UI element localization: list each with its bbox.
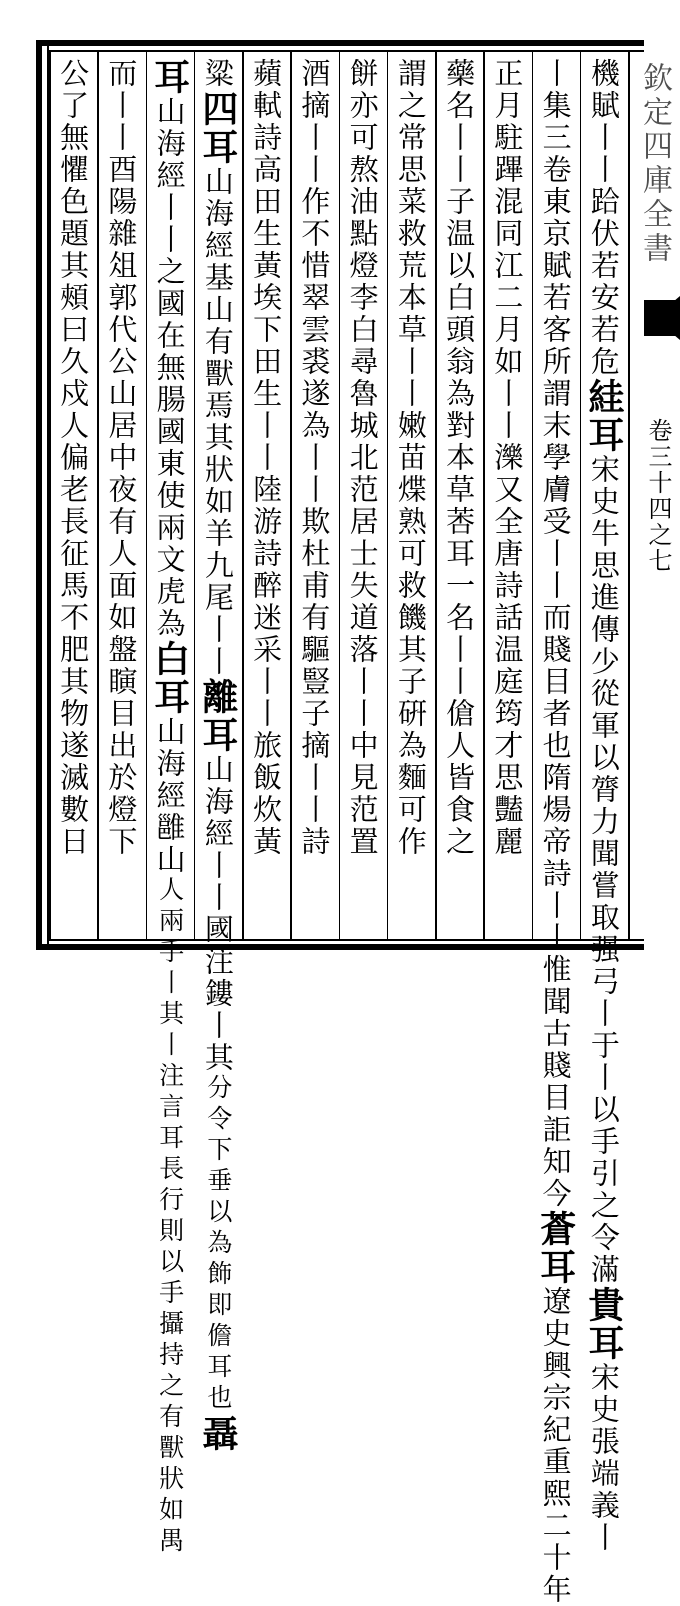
column-rule [49, 52, 51, 939]
column-rule [339, 52, 341, 939]
entry-heading: 聶 [196, 1415, 239, 1453]
frame-border-left [36, 40, 42, 950]
text-column [99, 58, 143, 858]
entry-heading: 離耳 [196, 678, 239, 754]
text-column [51, 58, 95, 858]
column-rule [387, 52, 389, 939]
column-rule [628, 52, 630, 939]
body-text: 粱 [200, 58, 235, 90]
column-rule [483, 52, 485, 939]
annotation-text: 人兩手丨其丨注言耳長行則以手攝持之 [155, 876, 185, 1403]
column-rule [242, 52, 244, 939]
entry-heading: 蒼耳 [534, 1210, 577, 1286]
text-column [485, 58, 529, 858]
body-text: 宋史張端義丨 [586, 1362, 621, 1554]
body-text: 山海經丨丨國注鏤丨其 [200, 754, 235, 1074]
text-column [292, 58, 336, 858]
body-text: 正月駐蹕混同江二月如丨丨濼又全唐詩話温庭筠才思豔麗 [490, 58, 525, 858]
text-column [582, 58, 626, 1554]
body-text: 遼史興宗紀重熙二十年 [538, 1286, 573, 1606]
annotation-text: 有獸狀如禺 [155, 1403, 185, 1558]
entry-heading: 四耳 [196, 90, 239, 166]
body-text: 山海經雝山 [152, 716, 187, 876]
body-text: 宋史牛思進傳少從軍以膂力聞嘗取强弓丨于丨以手引之令滿 [586, 454, 621, 1286]
body-text: 而丨丨酉陽雜俎郭代公山居中夜有人面如盤瞚目出於燈下 [104, 58, 139, 858]
entry-heading: 白耳 [148, 640, 191, 716]
column-rule [580, 52, 582, 939]
body-text: 餅亦可熬油點燈李白尋魯城北范居士失道落丨丨中見范置 [345, 58, 380, 858]
body-text: 酒摘丨丨作不惜翠雲裘遂為丨丨欺杜甫有驅豎子摘丨丨詩 [297, 58, 332, 858]
body-text: 蘋軾詩高田生黃埃下田生丨丨陸游詩醉迷采丨丨旅飯炊黃 [249, 58, 284, 858]
body-text: 機賦丨丨跲伏若安若危 [586, 58, 621, 378]
body-text: 謂之常思菜救荒本草丨丨嫩苗煠熟可救饑其子硏為麵可作 [393, 58, 428, 858]
text-column [534, 58, 578, 1606]
body-text: 山海經基山有獸焉其狀如羊九尾丨丨 [200, 166, 235, 678]
column-rule [97, 52, 99, 939]
volume-label: 卷三十四之七 [644, 418, 672, 574]
column-rule [435, 52, 437, 939]
entry-heading: 耳 [148, 58, 191, 96]
frame-inner-top [47, 50, 644, 52]
text-column [389, 58, 433, 858]
column-rule [194, 52, 196, 939]
annotation-text: 分令下垂以為飾即儋耳也 [203, 1074, 233, 1415]
text-column [148, 58, 192, 1558]
column-rule [290, 52, 292, 939]
body-text: 丨集三卷東京賦若客所謂末學膚受丨丨而賤目者也隋煬帝詩丨丨惟聞古賤目詎知今 [538, 58, 573, 1210]
fish-tail-band [644, 300, 680, 336]
text-column [437, 58, 481, 858]
entry-heading: 貴耳 [582, 1286, 625, 1362]
body-text: 藥名丨丨子温以白頭翁為對本草莕耳一名丨丨傖人皆食之 [442, 58, 477, 858]
entry-heading: 絓耳 [582, 378, 625, 454]
text-column [341, 58, 385, 858]
book-title: 欽定四庫全書 [637, 62, 672, 266]
body-text: 山海經丨丨之國在無腸國東使兩文虎為 [152, 96, 187, 640]
frame-border-top [36, 40, 644, 46]
body-text: 公了無懼色題其頰曰久戍人偏老長征馬不肥其物遂滅數日 [56, 58, 91, 858]
column-rule [146, 52, 148, 939]
text-column [244, 58, 288, 858]
text-column [196, 58, 240, 1453]
column-rule [532, 52, 534, 939]
